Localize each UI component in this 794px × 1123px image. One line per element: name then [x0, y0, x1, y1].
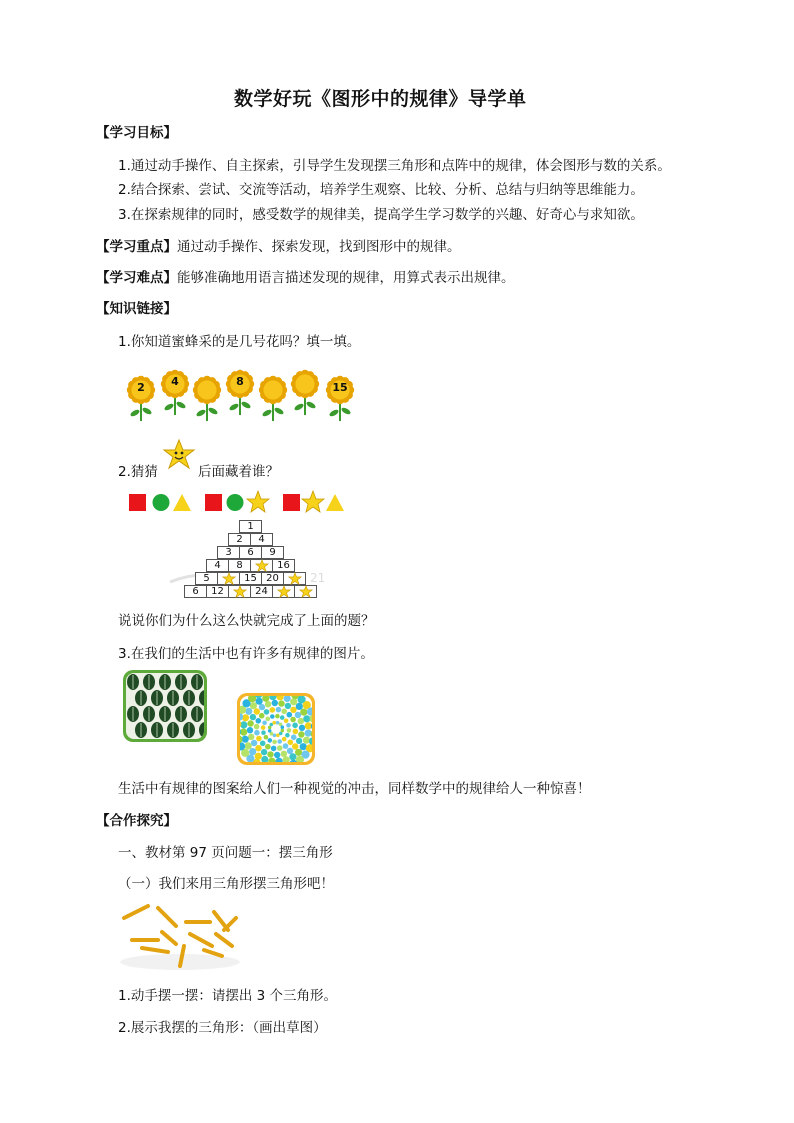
- pattern-dot: [256, 736, 262, 742]
- flower-3: [192, 375, 222, 423]
- difficult-point: [96, 269, 515, 287]
- pattern-dot: [278, 700, 284, 706]
- dot-pattern-image: [237, 693, 315, 765]
- pattern-dot: [249, 748, 256, 755]
- pattern-dot: [259, 713, 265, 719]
- pattern-dot: [303, 715, 310, 722]
- flower-row: [124, 369, 356, 419]
- pattern-dot: [290, 707, 296, 713]
- knowledge-q1: 1.你知道蜜蜂采的是几号花吗？填一填。: [118, 334, 361, 350]
- pattern-dot: [275, 714, 280, 719]
- pattern-dot: [296, 703, 303, 710]
- flower-number: 2: [137, 381, 145, 394]
- sticks-image: [118, 900, 243, 972]
- pyramid-cell: 12: [206, 585, 229, 598]
- goal-item-2: 2.结合探索、尝试、交流等活动，培养学生观察、比较、分析、总结与归纳等思维能力。: [118, 182, 644, 198]
- pyramid-star-cell: [250, 559, 273, 572]
- flower-5: [258, 375, 288, 423]
- knowledge-q2-followup: 说说你们为什么这么快就完成了上面的题？: [118, 613, 375, 629]
- knowledge-q3-followup: 生活中有规律的图案给人们一种视觉的冲击，同样数学中的规律给人一种惊喜！: [118, 781, 591, 797]
- pattern-dot: [277, 739, 282, 744]
- pattern-dot: [292, 723, 298, 729]
- flower-7: [325, 375, 355, 423]
- pattern-dot: [265, 701, 271, 707]
- number-pyramid: [160, 520, 340, 602]
- star-icon: [162, 438, 196, 476]
- pyramid-cell: 6: [239, 546, 262, 559]
- pattern-dot: [280, 715, 285, 720]
- pattern-dot: [285, 703, 291, 709]
- pattern-dot: [242, 714, 249, 721]
- pattern-dot: [272, 700, 278, 706]
- knowledge-heading: 【知识链接】: [96, 301, 177, 317]
- pyramid-cell: 5: [195, 572, 218, 585]
- pyramid-cell: 15: [239, 572, 262, 585]
- pattern-dot: [247, 727, 253, 733]
- pattern-dot: [291, 734, 297, 740]
- pyramid-cell: 8: [228, 559, 251, 572]
- page-title: 数学好玩《图形中的规律》导学单: [234, 88, 527, 110]
- pattern-dot: [295, 712, 301, 718]
- pattern-dot: [266, 717, 271, 722]
- pattern-dot: [293, 729, 299, 735]
- key-point-heading: 【学习重点】: [96, 239, 177, 255]
- pattern-dot: [261, 730, 266, 735]
- pyramid-cell: 16: [272, 559, 295, 572]
- flower-number: 4: [171, 375, 179, 388]
- pyramid-star-cell: [217, 572, 240, 585]
- pyramid-star-cell: [294, 585, 317, 598]
- pattern-dot: [250, 714, 256, 720]
- explore-heading: 【合作探究】: [96, 813, 177, 829]
- pattern-dot: [287, 712, 293, 718]
- pattern-dot: [277, 745, 283, 751]
- pattern-dot: [282, 737, 287, 742]
- pattern-dot: [292, 743, 298, 749]
- pattern-dot: [300, 743, 307, 750]
- pattern-dot: [283, 743, 289, 749]
- leaf-pattern-image: [123, 670, 207, 742]
- pattern-dot: [281, 725, 285, 729]
- pattern-dot: [272, 740, 277, 745]
- pattern-dot: [272, 721, 276, 725]
- pattern-dot: [260, 741, 266, 747]
- flower-number: 15: [332, 381, 348, 394]
- pattern-dot: [256, 698, 263, 705]
- pyramid-cell: 20: [261, 572, 284, 585]
- pyramid-cell: 9: [261, 546, 284, 559]
- pattern-dot: [255, 745, 261, 751]
- explore-step-2: 2.展示我摆的三角形：（画出草图）: [118, 1020, 327, 1036]
- pattern-dot: [284, 719, 289, 724]
- pattern-dot: [261, 725, 266, 730]
- goal-item-3: 3.在探索规律的同时，感受数学的规律美，提高学生学习数学的兴趣、好奇心与求知欲。: [118, 207, 644, 223]
- pattern-dot: [303, 737, 310, 744]
- pattern-dot: [286, 723, 291, 728]
- pattern-dot: [265, 744, 271, 750]
- pattern-dot: [276, 707, 282, 713]
- knowledge-q2-suffix: 后面藏着谁？: [198, 464, 279, 480]
- pattern-dot: [264, 735, 269, 740]
- pattern-dot: [267, 751, 273, 757]
- pattern-dot: [254, 708, 260, 714]
- pattern-dot: [289, 753, 296, 760]
- difficult-point-heading: 【学习难点】: [96, 270, 177, 286]
- pattern-dot: [268, 729, 272, 733]
- pattern-dot: [262, 721, 267, 726]
- flower-2: [160, 369, 190, 417]
- flower-number: 8: [236, 375, 244, 388]
- pyramid-cell: 3: [217, 546, 240, 559]
- pattern-dot: [298, 718, 304, 724]
- knowledge-q2-prefix: 2.猜猜: [118, 464, 158, 480]
- pattern-dot: [285, 733, 290, 738]
- pyramid-cell: 4: [206, 559, 229, 572]
- pattern-dot: [254, 730, 260, 736]
- pyramid-star-cell: [272, 585, 295, 598]
- pattern-dot: [247, 720, 253, 726]
- pattern-dot: [270, 707, 276, 713]
- pattern-dot: [256, 718, 262, 724]
- pattern-dot: [295, 749, 302, 756]
- pattern-dot: [287, 728, 292, 733]
- pattern-dot: [298, 731, 304, 737]
- pattern-dot: [299, 725, 305, 731]
- flower-4: [225, 369, 255, 417]
- svg-text:21: 21: [310, 571, 326, 585]
- knowledge-q3: 3.在我们的生活中也有许多有规律的图片。: [118, 646, 374, 662]
- pattern-dot: [271, 746, 277, 752]
- flower-1: [126, 375, 156, 423]
- pattern-dot: [281, 709, 287, 715]
- pattern-dot: [270, 714, 275, 719]
- key-point-text: 通过动手操作、探索发现，找到图形中的规律。: [177, 239, 461, 255]
- key-point: [96, 238, 461, 256]
- pattern-dot: [245, 742, 252, 749]
- pattern-dot: [255, 753, 262, 760]
- pattern-dot: [290, 717, 296, 723]
- pattern-dot: [288, 740, 294, 746]
- pattern-dot: [245, 708, 252, 715]
- difficult-point-text: 能够准确地用语言描述发现的规律，用算式表示出规律。: [177, 270, 515, 286]
- goal-item-1: 1.通过动手操作、自主探索，引导学生发现摆三角形和点阵中的规律，体会图形与数的关系。: [118, 158, 671, 174]
- pyramid-cell: 1: [239, 520, 262, 533]
- pyramid-star-cell: [228, 585, 251, 598]
- pattern-dot: [281, 751, 287, 757]
- explore-section-1: 一、教材第 97 页问题一：摆三角形: [118, 845, 333, 861]
- pyramid-star-cell: [283, 572, 306, 585]
- pattern-dot: [261, 749, 267, 755]
- pattern-dot: [251, 740, 257, 746]
- explore-subsection-1: （一）我们来用三角形摆三角形吧！: [118, 876, 334, 892]
- pattern-dot: [250, 702, 257, 709]
- pyramid-cell: 2: [228, 533, 251, 546]
- pyramid-cell: 4: [250, 533, 273, 546]
- pattern-dot: [290, 698, 297, 705]
- pattern-dot: [274, 752, 280, 758]
- goals-heading: 【学习目标】: [96, 125, 177, 141]
- pattern-dot: [259, 704, 265, 710]
- pyramid-cell: 24: [250, 585, 273, 598]
- pattern-dot: [276, 734, 280, 738]
- shape-sequence: [127, 490, 357, 516]
- pattern-dot: [242, 736, 249, 743]
- pattern-dot: [248, 734, 254, 740]
- pattern-dot: [254, 724, 260, 730]
- pattern-dot: [296, 738, 302, 744]
- flower-6: [290, 369, 320, 417]
- pyramid-cell: 6: [184, 585, 207, 598]
- explore-step-1: 1.动手摆一摆：请摆出 3 个三角形。: [118, 988, 338, 1004]
- pattern-dot: [268, 738, 273, 743]
- pattern-dot: [264, 709, 270, 715]
- pattern-dot: [287, 748, 293, 754]
- pattern-dot: [300, 709, 307, 716]
